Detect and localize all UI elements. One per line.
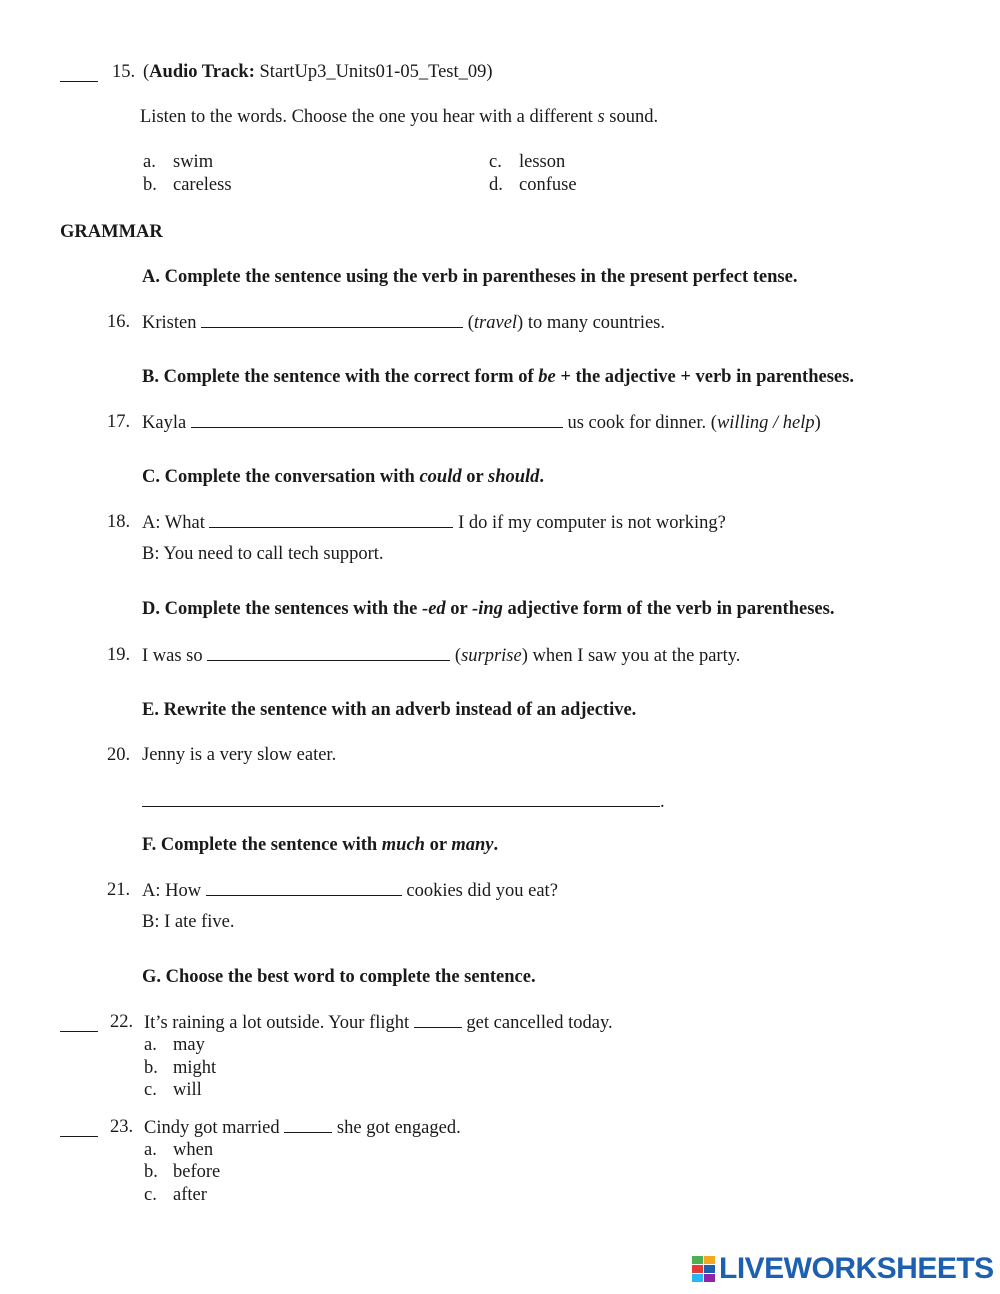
option-letter: a. (144, 1035, 157, 1055)
question-16: Kristen (travel) to many countries. (142, 310, 665, 335)
inline-blank-22 (414, 1010, 462, 1028)
option-text: before (173, 1162, 221, 1182)
answer-blank-19[interactable] (207, 643, 450, 661)
question-18-reply: B: You need to call tech support. (142, 544, 384, 564)
logo-text: LIVEWORKSHEETS (719, 1252, 994, 1285)
section-e-instruction: E. Rewrite the sentence with an adverb instead of an adjective. (142, 700, 637, 720)
question-21-number: 21. (107, 880, 131, 900)
answer-blank-16[interactable] (201, 310, 463, 328)
audio-file-name: StartUp3_Units01-05_Test_09) (259, 62, 493, 82)
question-19: I was so (surprise) when I saw you at the party. (142, 643, 740, 668)
question-18: A: What I do if my computer is not working? (142, 510, 726, 535)
answer-blank-15[interactable] (60, 64, 98, 82)
section-d-instruction: D. Complete the sentences with the -ed or -ing adjective form of the verb in parentheses. (142, 599, 835, 619)
grammar-heading: GRAMMAR (60, 222, 163, 242)
section-b-instruction: B. Complete the sentence with the correct form of be + the adjective + verb in parentheses. (142, 367, 854, 387)
section-c-instruction: C. Complete the conversation with could or should. (142, 467, 545, 487)
option-letter: b. (144, 1058, 158, 1078)
answer-blank-23[interactable] (60, 1119, 98, 1137)
liveworksheets-logo-icon (692, 1256, 716, 1282)
option-text: may (173, 1035, 205, 1055)
option-letter: c. (144, 1185, 157, 1205)
option-letter: c. (489, 152, 502, 172)
section-f-instruction: F. Complete the sentence with much or many. (142, 835, 499, 855)
question-17: Kayla us cook for dinner. (willing / help) (142, 410, 821, 435)
option-letter: b. (143, 175, 157, 195)
question-15-audio-track: (Audio Track: StartUp3_Units01-05_Test_09) (143, 62, 493, 82)
option-letter: b. (144, 1162, 158, 1182)
option-letter: c. (144, 1080, 157, 1100)
option-text: confuse (519, 175, 577, 195)
option-letter: a. (143, 152, 156, 172)
question-23: Cindy got married she got engaged. (144, 1115, 461, 1140)
question-16-number: 16. (107, 312, 131, 332)
answer-blank-18[interactable] (209, 510, 453, 528)
option-text: swim (173, 152, 214, 172)
option-text: lesson (519, 152, 566, 172)
answer-blank-20[interactable] (142, 789, 660, 807)
answer-blank-21[interactable] (206, 878, 402, 896)
question-15-number: 15. (112, 62, 136, 82)
question-22-number: 22. (110, 1012, 134, 1032)
inline-blank-23 (284, 1115, 332, 1133)
question-15-instruction: Listen to the words. Choose the one you hear with a different s sound. (140, 107, 659, 127)
question-21-reply: B: I ate five. (142, 912, 235, 932)
question-17-number: 17. (107, 412, 131, 432)
option-text: careless (173, 175, 232, 195)
option-letter: d. (489, 175, 503, 195)
option-text: when (173, 1140, 214, 1160)
liveworksheets-logo (692, 1252, 994, 1286)
question-23-number: 23. (110, 1117, 134, 1137)
question-19-number: 19. (107, 645, 131, 665)
option-letter: a. (144, 1140, 157, 1160)
question-21: A: How cookies did you eat? (142, 878, 558, 903)
option-text: will (173, 1080, 202, 1100)
option-text: might (173, 1058, 217, 1078)
answer-line-20: . (142, 789, 665, 814)
question-22: It’s raining a lot outside. Your flight get cancelled today. (144, 1010, 613, 1035)
answer-blank-17[interactable] (191, 410, 563, 428)
question-20-number: 20. (107, 745, 131, 765)
section-a-instruction: A. Complete the sentence using the verb in parentheses in the present perfect tense. (142, 267, 798, 287)
option-text: after (173, 1185, 207, 1205)
answer-blank-22[interactable] (60, 1014, 98, 1032)
section-g-instruction: G. Choose the best word to complete the sentence. (142, 967, 536, 987)
question-18-number: 18. (107, 512, 131, 532)
question-20: Jenny is a very slow eater. (142, 745, 337, 765)
